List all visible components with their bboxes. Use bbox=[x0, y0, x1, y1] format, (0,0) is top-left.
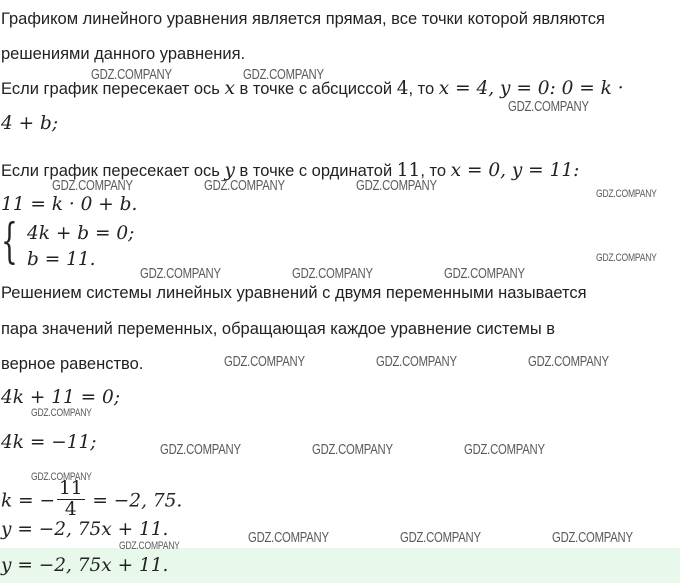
watermark: GDZ.COMPANY bbox=[444, 266, 525, 282]
watermark: GDZ.COMPANY bbox=[204, 178, 285, 194]
y-intercept-line bbox=[1, 160, 579, 182]
watermark: GDZ.COMPANY bbox=[376, 354, 457, 370]
fraction-denominator: 4 bbox=[57, 499, 85, 520]
watermark: GDZ.COMPANY bbox=[140, 266, 221, 282]
watermark: GDZ.COMPANY bbox=[248, 530, 329, 546]
system-brace: { bbox=[1, 213, 18, 269]
watermark: GDZ.COMPANY bbox=[312, 442, 393, 458]
y-intercept-text-3: , то bbox=[420, 162, 451, 180]
x-intercept-text: Если график пересекает ось bbox=[1, 80, 225, 98]
watermark: GDZ.COMPANY bbox=[31, 471, 92, 483]
y-intercept-math: x = 0, y = 11: bbox=[450, 160, 580, 181]
x-intercept-text-3: , то bbox=[408, 80, 439, 98]
y-intercept-value: 11 bbox=[396, 160, 421, 181]
y-intercept-text-2: в точке с ординатой bbox=[234, 162, 397, 180]
watermark: GDZ.COMPANY bbox=[508, 99, 589, 115]
watermark: GDZ.COMPANY bbox=[528, 354, 609, 370]
solution-step-3: k = − $\frac{11}{4}$ = −2, 75. bbox=[1, 478, 183, 520]
watermark: GDZ.COMPANY bbox=[52, 178, 133, 194]
watermark: GDZ.COMPANY bbox=[400, 530, 481, 546]
solution-step-2: 4k = −11; bbox=[1, 432, 97, 453]
answer-equation: y = −2, 75x + 11. bbox=[1, 555, 169, 576]
x-intercept-equation-cont: 4 + b; bbox=[1, 113, 59, 134]
watermark: GDZ.COMPANY bbox=[596, 188, 657, 200]
watermark: GDZ.COMPANY bbox=[224, 354, 305, 370]
watermark: GDZ.COMPANY bbox=[91, 67, 172, 83]
system-definition-line-2: пара значений переменных, обращающая каждое уравнение системы в bbox=[1, 320, 556, 338]
watermark: GDZ.COMPANY bbox=[596, 252, 657, 264]
y-intercept-var: y bbox=[224, 160, 235, 181]
definition-line-1: Графиком линейного уравнения является прямая, все точки которой являются bbox=[1, 10, 605, 28]
x-intercept-text-2: в точке с абсциссой bbox=[234, 80, 397, 98]
y-intercept-text: Если график пересекает ось bbox=[1, 162, 225, 180]
definition-line-2: решениями данного уравнения. bbox=[1, 45, 246, 63]
fraction-numerator: 11 bbox=[58, 478, 83, 499]
system-definition-line-3: верное равенство. bbox=[1, 355, 144, 373]
x-intercept-math: x = 4, y = 0: 0 = k · bbox=[438, 78, 624, 99]
y-intercept-equation: 11 = k · 0 + b. bbox=[1, 194, 138, 215]
watermark: GDZ.COMPANY bbox=[119, 540, 180, 552]
watermark: GDZ.COMPANY bbox=[31, 407, 92, 419]
watermark: GDZ.COMPANY bbox=[292, 266, 373, 282]
solution-step-1: 4k + 11 = 0; bbox=[1, 387, 121, 408]
watermark: GDZ.COMPANY bbox=[160, 442, 241, 458]
fraction bbox=[57, 479, 85, 520]
watermark: GDZ.COMPANY bbox=[464, 442, 545, 458]
x-intercept-value: 4 bbox=[396, 78, 409, 99]
system-row-2: b = 11. bbox=[27, 249, 96, 270]
x-intercept-var: x bbox=[224, 78, 235, 99]
watermark: GDZ.COMPANY bbox=[356, 178, 437, 194]
solution-step-4: y = −2, 75x + 11. bbox=[1, 519, 169, 540]
system-row-1: 4k + b = 0; bbox=[27, 223, 135, 244]
watermark: GDZ.COMPANY bbox=[243, 67, 324, 83]
watermark: GDZ.COMPANY bbox=[552, 530, 633, 546]
x-intercept-line bbox=[1, 78, 624, 100]
system-definition-line-1: Решением системы линейных уравнений с двумя переменными называется bbox=[1, 284, 587, 302]
